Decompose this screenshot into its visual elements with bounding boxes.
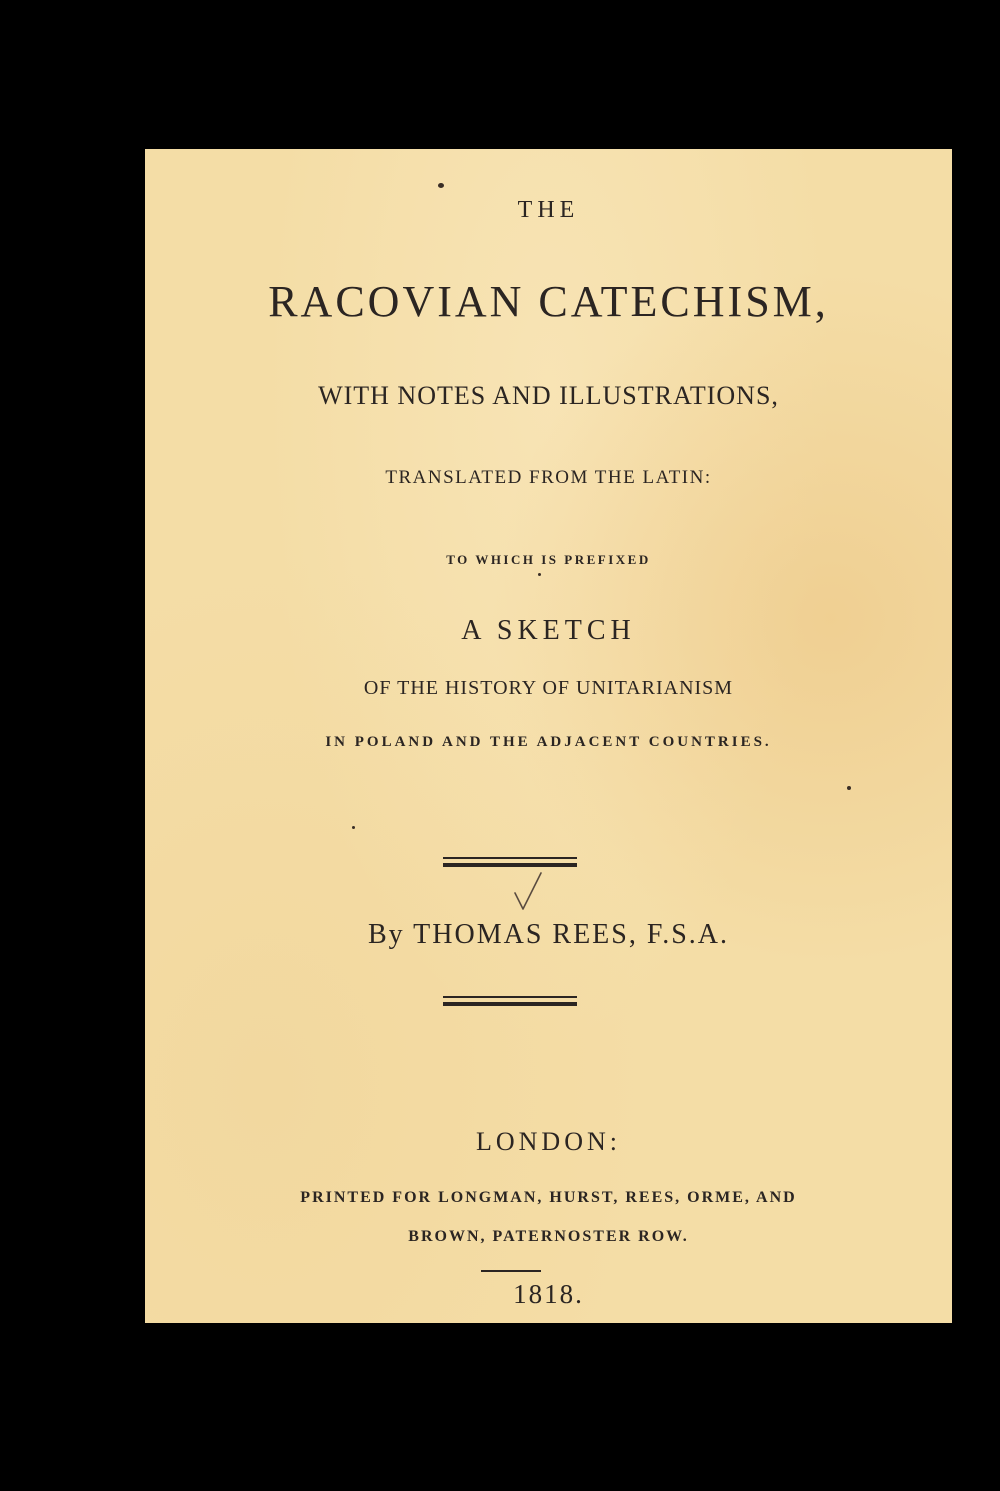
sketch-heading: A SKETCH (461, 615, 636, 646)
publication-city: LONDON: (476, 1127, 621, 1156)
ink-speck (438, 183, 444, 188)
printer-line: BROWN, PATERNOSTER ROW. (408, 1228, 689, 1245)
publication-year: 1818. (513, 1279, 584, 1309)
double-rule-divider (443, 857, 577, 867)
printer-line: PRINTED FOR LONGMAN, HURST, REES, ORME, AND (300, 1189, 797, 1206)
ink-speck (538, 573, 541, 576)
translation-note: TRANSLATED FROM THE LATIN: (385, 467, 712, 488)
prefixed-note: TO WHICH IS PREFIXED (446, 552, 651, 567)
sketch-region: IN POLAND AND THE ADJACENT COUNTRIES. (325, 734, 772, 750)
author-line: By THOMAS REES, F.S.A. (368, 919, 729, 950)
sketch-subject: OF THE HISTORY OF UNITARIANISM (363, 677, 734, 699)
title-page (145, 149, 952, 1323)
ink-speck (847, 786, 851, 790)
title-article: THE (517, 197, 580, 223)
check-mark-icon (511, 869, 551, 917)
ink-speck (352, 826, 355, 829)
year-rule (481, 1270, 541, 1272)
book-title: RACOVIAN CATECHISM, (268, 277, 829, 326)
double-rule-divider (443, 996, 577, 1006)
book-subtitle: WITH NOTES AND ILLUSTRATIONS, (318, 381, 779, 410)
